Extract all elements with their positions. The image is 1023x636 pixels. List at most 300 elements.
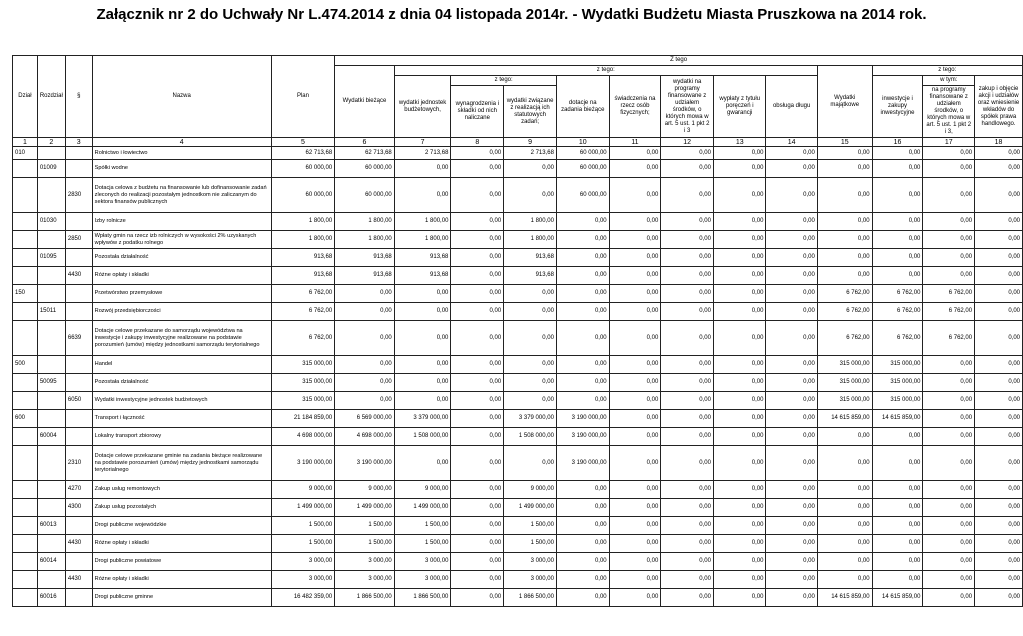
cell-value: 0,00 bbox=[872, 535, 923, 553]
cell-value: 9 000,00 bbox=[504, 481, 557, 499]
cell-value: 0,00 bbox=[975, 160, 1023, 178]
cell-value: 0,00 bbox=[451, 249, 504, 267]
table-row bbox=[13, 231, 1023, 249]
cell-paragraf bbox=[65, 147, 92, 160]
cell-value: 0,00 bbox=[713, 428, 765, 446]
cell-value: 0,00 bbox=[661, 517, 714, 535]
cell-paragraf bbox=[65, 410, 92, 428]
table-row bbox=[13, 267, 1023, 285]
cell-value: 0,00 bbox=[451, 535, 504, 553]
column-number: 8 bbox=[451, 138, 504, 147]
cell-value: 6 762,00 bbox=[817, 285, 872, 303]
table-row bbox=[13, 374, 1023, 392]
cell-paragraf bbox=[65, 428, 92, 446]
header-wydatki-majatkowe: Wydatki majątkowe bbox=[817, 66, 872, 138]
cell-value: 0,00 bbox=[394, 374, 451, 392]
cell-rozdzial bbox=[37, 535, 65, 553]
cell-value: 3 379 000,00 bbox=[394, 410, 451, 428]
cell-value: 0,00 bbox=[394, 303, 451, 321]
cell-value: 0,00 bbox=[872, 147, 923, 160]
cell-rozdzial bbox=[37, 267, 65, 285]
cell-value: 0,00 bbox=[872, 499, 923, 517]
cell-value: 315 000,00 bbox=[271, 392, 335, 410]
cell-nazwa: Spółki wodne bbox=[92, 160, 271, 178]
cell-value: 0,00 bbox=[975, 499, 1023, 517]
cell-value: 0,00 bbox=[556, 553, 609, 571]
cell-value: 0,00 bbox=[661, 285, 714, 303]
cell-value: 913,68 bbox=[394, 249, 451, 267]
cell-value: 0,00 bbox=[766, 446, 817, 481]
cell-paragraf: 4430 bbox=[65, 571, 92, 589]
cell-value: 0,00 bbox=[661, 303, 714, 321]
cell-value: 0,00 bbox=[817, 249, 872, 267]
cell-dzial bbox=[13, 517, 38, 535]
cell-value: 0,00 bbox=[556, 231, 609, 249]
cell-value: 21 184 859,00 bbox=[271, 410, 335, 428]
header-z-tego: Z tego bbox=[335, 56, 1023, 66]
cell-value: 0,00 bbox=[451, 499, 504, 517]
cell-value: 6 762,00 bbox=[923, 303, 975, 321]
cell-value: 0,00 bbox=[335, 285, 395, 303]
cell-value: 0,00 bbox=[609, 213, 661, 231]
cell-value: 0,00 bbox=[713, 267, 765, 285]
cell-value: 0,00 bbox=[609, 321, 661, 356]
cell-dzial: 600 bbox=[13, 410, 38, 428]
cell-value: 0,00 bbox=[661, 410, 714, 428]
cell-value: 0,00 bbox=[661, 321, 714, 356]
cell-rozdzial bbox=[37, 178, 65, 213]
cell-value: 6 762,00 bbox=[872, 303, 923, 321]
cell-dzial bbox=[13, 392, 38, 410]
cell-value: 0,00 bbox=[713, 303, 765, 321]
cell-dzial bbox=[13, 213, 38, 231]
table-row bbox=[13, 481, 1023, 499]
cell-rozdzial: 60013 bbox=[37, 517, 65, 535]
cell-value: 6 762,00 bbox=[923, 285, 975, 303]
cell-value: 0,00 bbox=[872, 231, 923, 249]
cell-value: 0,00 bbox=[817, 267, 872, 285]
cell-dzial bbox=[13, 374, 38, 392]
cell-value: 1 500,00 bbox=[335, 535, 395, 553]
cell-nazwa: Dotacje celowe przekazane do samorządu województwa na inwestycje i zakupy inwestycyjne realizowane na podstawie porozumień (umów) między jednostkami samorządu terytorialnego bbox=[92, 321, 271, 356]
cell-value: 0,00 bbox=[609, 499, 661, 517]
table-row bbox=[13, 446, 1023, 481]
cell-rozdzial: 01009 bbox=[37, 160, 65, 178]
cell-dzial: 010 bbox=[13, 147, 38, 160]
table-header bbox=[13, 56, 1023, 147]
cell-value: 0,00 bbox=[923, 410, 975, 428]
column-number: 4 bbox=[92, 138, 271, 147]
header-z-tego-biezace: z tego: bbox=[394, 66, 817, 76]
cell-value: 0,00 bbox=[872, 553, 923, 571]
cell-value: 0,00 bbox=[609, 571, 661, 589]
cell-value: 0,00 bbox=[766, 147, 817, 160]
cell-value: 6 762,00 bbox=[271, 303, 335, 321]
cell-value: 6 762,00 bbox=[817, 321, 872, 356]
cell-value: 0,00 bbox=[817, 213, 872, 231]
table-row bbox=[13, 356, 1023, 374]
cell-value: 0,00 bbox=[661, 392, 714, 410]
cell-value: 0,00 bbox=[713, 589, 765, 607]
cell-value: 3 000,00 bbox=[335, 553, 395, 571]
cell-value: 913,68 bbox=[271, 267, 335, 285]
cell-value: 0,00 bbox=[872, 571, 923, 589]
cell-nazwa: Pozostała działalność bbox=[92, 249, 271, 267]
cell-dzial bbox=[13, 535, 38, 553]
cell-nazwa: Wydatki inwestycyjne jednostek budżetowych bbox=[92, 392, 271, 410]
cell-nazwa: Drogi publiczne wojewódzkie bbox=[92, 517, 271, 535]
cell-value: 0,00 bbox=[661, 178, 714, 213]
cell-value: 1 499 000,00 bbox=[504, 499, 557, 517]
cell-value: 0,00 bbox=[817, 428, 872, 446]
cell-value: 0,00 bbox=[713, 499, 765, 517]
header-wydatki-biezace: Wydatki bieżące bbox=[335, 66, 395, 138]
cell-value: 0,00 bbox=[609, 517, 661, 535]
cell-value: 0,00 bbox=[817, 147, 872, 160]
cell-value: 0,00 bbox=[713, 356, 765, 374]
table-row bbox=[13, 178, 1023, 213]
cell-value: 315 000,00 bbox=[817, 392, 872, 410]
column-number: 1 bbox=[13, 138, 38, 147]
cell-value: 0,00 bbox=[975, 178, 1023, 213]
header-nazwa: Nazwa bbox=[92, 56, 271, 138]
cell-value: 0,00 bbox=[661, 160, 714, 178]
cell-value: 0,00 bbox=[766, 535, 817, 553]
cell-value: 0,00 bbox=[817, 231, 872, 249]
column-number: 12 bbox=[661, 138, 714, 147]
cell-value: 0,00 bbox=[766, 481, 817, 499]
cell-paragraf: 4430 bbox=[65, 535, 92, 553]
cell-value: 0,00 bbox=[923, 374, 975, 392]
cell-value: 0,00 bbox=[556, 356, 609, 374]
cell-value: 3 190 000,00 bbox=[556, 446, 609, 481]
cell-dzial bbox=[13, 481, 38, 499]
cell-value: 0,00 bbox=[923, 499, 975, 517]
cell-value: 2 713,68 bbox=[504, 147, 557, 160]
cell-value: 0,00 bbox=[394, 160, 451, 178]
cell-value: 1 500,00 bbox=[394, 517, 451, 535]
cell-nazwa: Pozostała działalność bbox=[92, 374, 271, 392]
header-plan: Plan bbox=[271, 56, 335, 138]
header-wynagrodzenia: wynagrodzenia i składki od nich naliczane bbox=[451, 86, 504, 138]
table-row bbox=[13, 589, 1023, 607]
cell-value: 60 000,00 bbox=[271, 160, 335, 178]
cell-value: 0,00 bbox=[609, 535, 661, 553]
cell-dzial bbox=[13, 499, 38, 517]
cell-paragraf: 2830 bbox=[65, 178, 92, 213]
cell-value: 0,00 bbox=[609, 374, 661, 392]
cell-value: 0,00 bbox=[504, 446, 557, 481]
cell-value: 0,00 bbox=[609, 178, 661, 213]
header-programy-majatkowe: na programy finansowane z udziałem środków, o których mowa w art. 5 ust. 1 pkt 2 i 3, bbox=[923, 86, 975, 138]
cell-value: 3 000,00 bbox=[394, 571, 451, 589]
cell-value: 0,00 bbox=[872, 481, 923, 499]
cell-value: 0,00 bbox=[451, 446, 504, 481]
header-paragraf: § bbox=[65, 56, 92, 138]
cell-value: 0,00 bbox=[661, 535, 714, 553]
header-inwestycje: inwestycje i zakupy inwestycyjne bbox=[872, 76, 923, 138]
cell-value: 0,00 bbox=[817, 160, 872, 178]
cell-value: 0,00 bbox=[923, 571, 975, 589]
cell-rozdzial bbox=[37, 446, 65, 481]
cell-value: 1 499 000,00 bbox=[394, 499, 451, 517]
cell-value: 3 379 000,00 bbox=[504, 410, 557, 428]
cell-value: 0,00 bbox=[556, 374, 609, 392]
cell-value: 0,00 bbox=[975, 428, 1023, 446]
table-row bbox=[13, 147, 1023, 160]
cell-value: 3 190 000,00 bbox=[556, 410, 609, 428]
cell-value: 0,00 bbox=[609, 285, 661, 303]
cell-value: 0,00 bbox=[504, 392, 557, 410]
cell-value: 0,00 bbox=[923, 178, 975, 213]
cell-value: 0,00 bbox=[872, 178, 923, 213]
cell-value: 60 000,00 bbox=[556, 160, 609, 178]
cell-value: 0,00 bbox=[923, 249, 975, 267]
cell-value: 0,00 bbox=[713, 178, 765, 213]
cell-paragraf: 2850 bbox=[65, 231, 92, 249]
cell-dzial bbox=[13, 231, 38, 249]
cell-value: 0,00 bbox=[975, 589, 1023, 607]
cell-value: 9 000,00 bbox=[394, 481, 451, 499]
cell-value: 0,00 bbox=[713, 249, 765, 267]
cell-value: 0,00 bbox=[556, 267, 609, 285]
cell-value: 0,00 bbox=[661, 267, 714, 285]
cell-rozdzial bbox=[37, 356, 65, 374]
cell-value: 0,00 bbox=[451, 589, 504, 607]
cell-value: 0,00 bbox=[451, 428, 504, 446]
cell-value: 0,00 bbox=[609, 410, 661, 428]
cell-value: 0,00 bbox=[975, 267, 1023, 285]
cell-value: 0,00 bbox=[504, 356, 557, 374]
cell-dzial: 500 bbox=[13, 356, 38, 374]
cell-value: 0,00 bbox=[335, 392, 395, 410]
table-row bbox=[13, 321, 1023, 356]
cell-value: 0,00 bbox=[609, 303, 661, 321]
cell-value: 1 500,00 bbox=[335, 517, 395, 535]
cell-value: 913,68 bbox=[335, 249, 395, 267]
cell-value: 0,00 bbox=[817, 517, 872, 535]
cell-value: 1 866 500,00 bbox=[504, 589, 557, 607]
cell-value: 0,00 bbox=[394, 356, 451, 374]
cell-value: 0,00 bbox=[504, 160, 557, 178]
cell-value: 16 482 359,00 bbox=[271, 589, 335, 607]
cell-value: 62 713,68 bbox=[335, 147, 395, 160]
cell-value: 0,00 bbox=[394, 178, 451, 213]
cell-value: 315 000,00 bbox=[872, 392, 923, 410]
cell-value: 0,00 bbox=[451, 517, 504, 535]
cell-value: 1 500,00 bbox=[504, 517, 557, 535]
column-number-row bbox=[13, 138, 1023, 147]
header-w-tym: w tym: bbox=[923, 76, 975, 86]
cell-value: 0,00 bbox=[975, 285, 1023, 303]
cell-paragraf bbox=[65, 249, 92, 267]
cell-value: 0,00 bbox=[923, 517, 975, 535]
header-wydatki-zwiazane: wydatki związane z realizacją ich statutowych zadań; bbox=[504, 86, 557, 138]
cell-value: 0,00 bbox=[923, 231, 975, 249]
cell-value: 0,00 bbox=[504, 374, 557, 392]
cell-value: 0,00 bbox=[872, 160, 923, 178]
cell-value: 0,00 bbox=[872, 249, 923, 267]
cell-value: 1 508 000,00 bbox=[504, 428, 557, 446]
cell-value: 0,00 bbox=[451, 147, 504, 160]
column-number: 11 bbox=[609, 138, 661, 147]
cell-value: 0,00 bbox=[661, 147, 714, 160]
cell-nazwa: Rozwój przedsiębiorczości bbox=[92, 303, 271, 321]
cell-rozdzial bbox=[37, 147, 65, 160]
cell-value: 0,00 bbox=[556, 303, 609, 321]
cell-paragraf bbox=[65, 160, 92, 178]
cell-value: 0,00 bbox=[713, 481, 765, 499]
cell-value: 0,00 bbox=[394, 285, 451, 303]
cell-paragraf bbox=[65, 285, 92, 303]
cell-value: 1 800,00 bbox=[394, 213, 451, 231]
cell-value: 14 615 859,00 bbox=[872, 589, 923, 607]
cell-rozdzial: 01095 bbox=[37, 249, 65, 267]
cell-value: 0,00 bbox=[766, 499, 817, 517]
cell-value: 0,00 bbox=[504, 303, 557, 321]
cell-value: 0,00 bbox=[923, 446, 975, 481]
cell-rozdzial bbox=[37, 481, 65, 499]
cell-value: 0,00 bbox=[661, 428, 714, 446]
cell-value: 4 698 000,00 bbox=[271, 428, 335, 446]
cell-nazwa: Przetwórstwo przemysłowe bbox=[92, 285, 271, 303]
column-number: 16 bbox=[872, 138, 923, 147]
cell-dzial bbox=[13, 178, 38, 213]
cell-value: 3 000,00 bbox=[394, 553, 451, 571]
cell-value: 6 762,00 bbox=[872, 321, 923, 356]
cell-value: 0,00 bbox=[713, 446, 765, 481]
column-number: 18 bbox=[975, 138, 1023, 147]
cell-value: 1 800,00 bbox=[504, 213, 557, 231]
cell-value: 0,00 bbox=[556, 481, 609, 499]
column-number: 14 bbox=[766, 138, 817, 147]
cell-value: 0,00 bbox=[713, 392, 765, 410]
cell-value: 0,00 bbox=[975, 571, 1023, 589]
cell-nazwa: Zakup usług pozostałych bbox=[92, 499, 271, 517]
cell-rozdzial: 15011 bbox=[37, 303, 65, 321]
cell-paragraf: 2310 bbox=[65, 446, 92, 481]
cell-value: 0,00 bbox=[766, 321, 817, 356]
cell-value: 0,00 bbox=[923, 589, 975, 607]
cell-value: 0,00 bbox=[556, 499, 609, 517]
cell-value: 0,00 bbox=[975, 356, 1023, 374]
cell-value: 1 499 000,00 bbox=[271, 499, 335, 517]
cell-value: 0,00 bbox=[713, 147, 765, 160]
header-rozdzial: Rozdział bbox=[37, 56, 65, 138]
cell-value: 0,00 bbox=[451, 303, 504, 321]
cell-paragraf: 4270 bbox=[65, 481, 92, 499]
table-row bbox=[13, 428, 1023, 446]
cell-value: 9 000,00 bbox=[271, 481, 335, 499]
cell-value: 0,00 bbox=[713, 231, 765, 249]
cell-nazwa: Zakup usług remontowych bbox=[92, 481, 271, 499]
table-row bbox=[13, 303, 1023, 321]
cell-value: 0,00 bbox=[451, 481, 504, 499]
header-obsluga-dlugu: obsługa długu bbox=[766, 76, 817, 138]
cell-value: 0,00 bbox=[394, 446, 451, 481]
cell-value: 1 866 500,00 bbox=[335, 589, 395, 607]
cell-value: 0,00 bbox=[661, 249, 714, 267]
cell-dzial bbox=[13, 249, 38, 267]
cell-value: 0,00 bbox=[504, 178, 557, 213]
cell-value: 0,00 bbox=[451, 213, 504, 231]
table-row bbox=[13, 249, 1023, 267]
cell-value: 14 615 859,00 bbox=[817, 589, 872, 607]
cell-value: 0,00 bbox=[975, 303, 1023, 321]
column-number: 9 bbox=[504, 138, 557, 147]
budget-table bbox=[12, 55, 1023, 607]
cell-value: 0,00 bbox=[872, 213, 923, 231]
cell-nazwa: Izby rolnicze bbox=[92, 213, 271, 231]
cell-value: 0,00 bbox=[661, 571, 714, 589]
cell-value: 3 190 000,00 bbox=[335, 446, 395, 481]
cell-value: 0,00 bbox=[609, 147, 661, 160]
table-row bbox=[13, 160, 1023, 178]
cell-value: 0,00 bbox=[609, 428, 661, 446]
cell-value: 0,00 bbox=[556, 589, 609, 607]
cell-value: 0,00 bbox=[609, 160, 661, 178]
cell-dzial bbox=[13, 303, 38, 321]
cell-paragraf: 4300 bbox=[65, 499, 92, 517]
cell-value: 0,00 bbox=[451, 392, 504, 410]
cell-dzial bbox=[13, 446, 38, 481]
cell-value: 0,00 bbox=[556, 249, 609, 267]
cell-value: 0,00 bbox=[451, 178, 504, 213]
cell-value: 0,00 bbox=[661, 553, 714, 571]
cell-rozdzial bbox=[37, 321, 65, 356]
cell-value: 0,00 bbox=[713, 160, 765, 178]
cell-nazwa: Różne opłaty i składki bbox=[92, 535, 271, 553]
cell-value: 1 800,00 bbox=[335, 231, 395, 249]
cell-value: 0,00 bbox=[872, 446, 923, 481]
cell-dzial bbox=[13, 267, 38, 285]
cell-paragraf bbox=[65, 374, 92, 392]
cell-value: 0,00 bbox=[609, 481, 661, 499]
cell-value: 0,00 bbox=[661, 231, 714, 249]
cell-rozdzial: 60016 bbox=[37, 589, 65, 607]
cell-value: 0,00 bbox=[923, 267, 975, 285]
cell-value: 0,00 bbox=[872, 517, 923, 535]
cell-value: 0,00 bbox=[766, 178, 817, 213]
cell-value: 4 698 000,00 bbox=[335, 428, 395, 446]
cell-value: 0,00 bbox=[713, 213, 765, 231]
cell-value: 1 800,00 bbox=[504, 231, 557, 249]
cell-value: 0,00 bbox=[923, 160, 975, 178]
cell-value: 0,00 bbox=[609, 267, 661, 285]
cell-value: 2 713,68 bbox=[394, 147, 451, 160]
cell-value: 0,00 bbox=[923, 392, 975, 410]
cell-value: 0,00 bbox=[556, 392, 609, 410]
cell-value: 0,00 bbox=[766, 303, 817, 321]
cell-value: 1 500,00 bbox=[504, 535, 557, 553]
table-body bbox=[13, 147, 1023, 607]
cell-value: 1 800,00 bbox=[335, 213, 395, 231]
cell-value: 0,00 bbox=[556, 571, 609, 589]
cell-nazwa: Transport i łączność bbox=[92, 410, 271, 428]
cell-rozdzial bbox=[37, 410, 65, 428]
cell-value: 0,00 bbox=[817, 481, 872, 499]
cell-value: 0,00 bbox=[766, 213, 817, 231]
cell-value: 1 800,00 bbox=[394, 231, 451, 249]
cell-value: 1 500,00 bbox=[271, 535, 335, 553]
cell-nazwa: Drogi publiczne powiatowe bbox=[92, 553, 271, 571]
cell-paragraf: 6050 bbox=[65, 392, 92, 410]
table-row bbox=[13, 517, 1023, 535]
cell-value: 0,00 bbox=[817, 571, 872, 589]
cell-paragraf bbox=[65, 303, 92, 321]
cell-rozdzial: 60014 bbox=[37, 553, 65, 571]
cell-value: 60 000,00 bbox=[271, 178, 335, 213]
